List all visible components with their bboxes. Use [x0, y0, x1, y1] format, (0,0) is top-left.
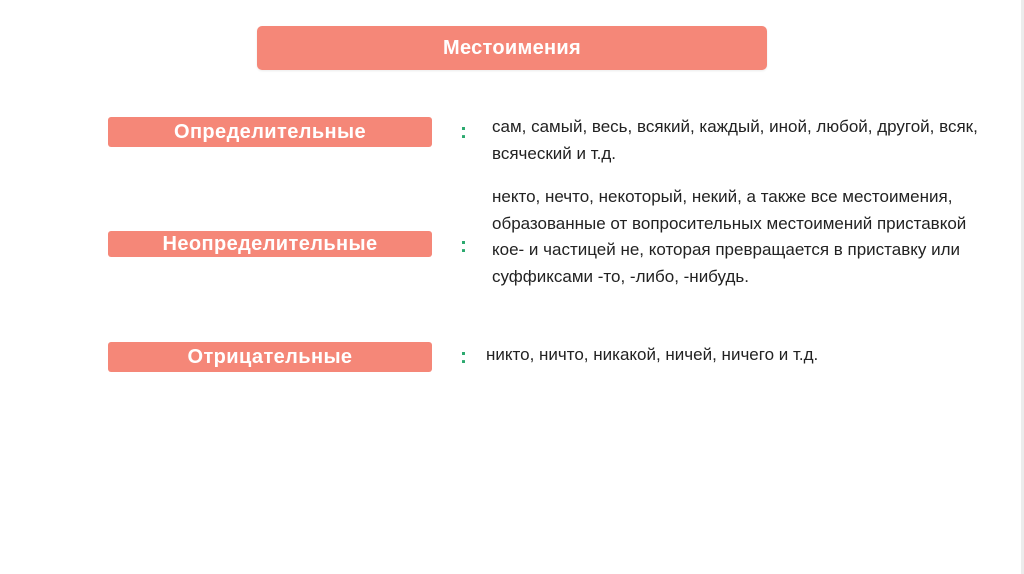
category-text: Отрицательные — [187, 345, 353, 368]
colon-separator: : — [460, 120, 467, 143]
title-banner — [257, 26, 767, 70]
category-label-negative — [108, 342, 432, 372]
category-label-definitive — [108, 117, 432, 147]
slide-title: Местоимения — [443, 36, 581, 59]
category-description: никто, ничто, никакой, ничей, ничего и т.д. — [486, 345, 819, 364]
category-text: Неопределительные — [162, 232, 378, 255]
category-text: Определительные — [174, 120, 366, 143]
category-description: сам, самый, весь, всякий, каждый, иной, любой, другой, всяк, всяческий и т.д. — [492, 117, 978, 163]
category-label-indefinite — [108, 231, 432, 257]
category-description: некто, нечто, некоторый, некий, а также все местоимения, образованные от вопросительных местоимений приставкой кое- и частицей не, которая превращается в приставку или суффиксами -то, -либо, -нибудь. — [492, 187, 967, 286]
colon-separator: : — [460, 234, 467, 257]
colon-separator: : — [460, 345, 467, 368]
